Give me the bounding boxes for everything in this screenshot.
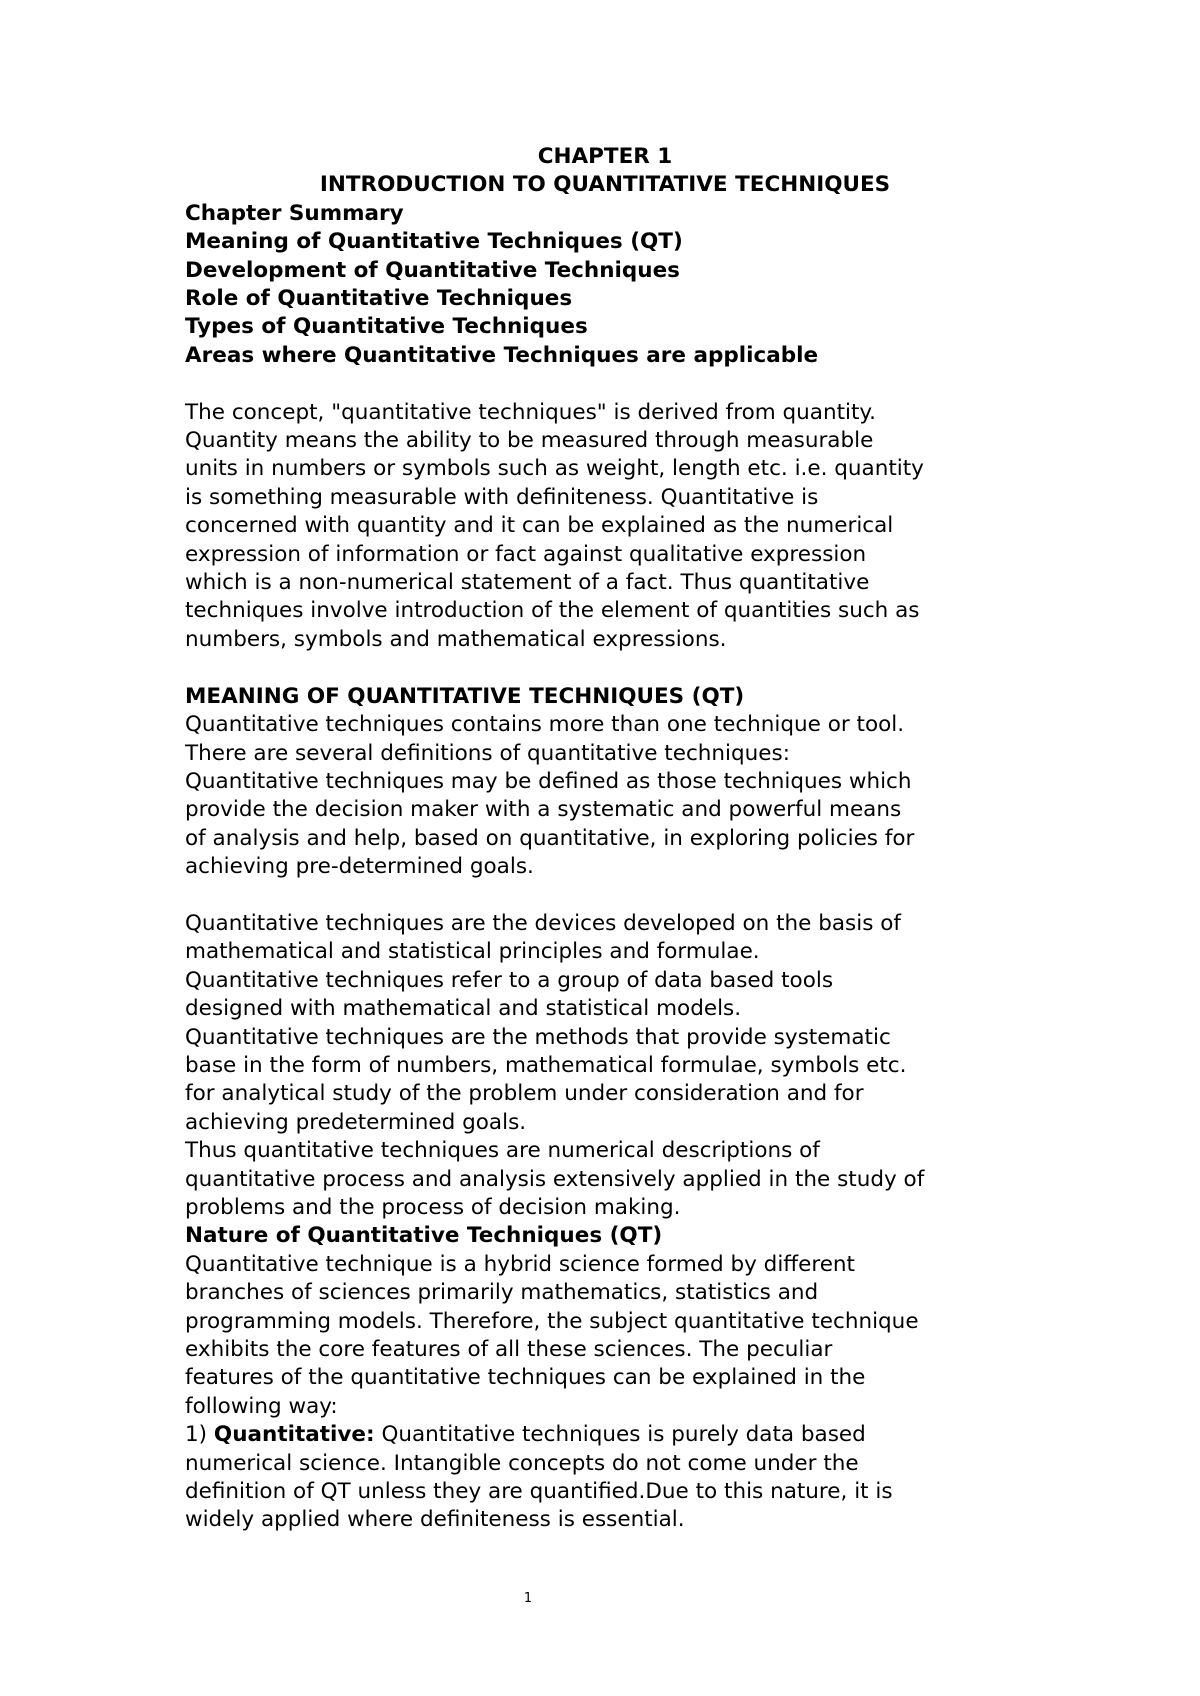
- intro-line: The concept, "quantitative techniques" is derived from quantity.: [185, 399, 876, 425]
- meaning-line: Quantitative techniques contains more than one technique or tool.: [185, 712, 905, 738]
- summary-item: Types of Quantitative Techniques: [185, 314, 588, 340]
- intro-line: Quantity means the ability to be measured through measurable: [185, 428, 874, 454]
- definition-line: problems and the process of decision making.: [185, 1194, 681, 1220]
- summary-item: Development of Quantitative Techniques: [185, 257, 680, 283]
- nature-line: branches of sciences primarily mathematics, statistics and: [185, 1280, 819, 1306]
- point-term: Quantitative:: [213, 1422, 375, 1448]
- intro-line: techniques involve introduction of the element of quantities such as: [185, 598, 920, 624]
- intro-line: expression of information or fact against qualitative expression: [185, 541, 867, 567]
- document-page: [185, 143, 1045, 1535]
- summary-item: Role of Quantitative Techniques: [185, 286, 573, 312]
- summary-item: Areas where Quantitative Techniques are applicable: [185, 342, 819, 368]
- chapter-number: CHAPTER 1: [537, 144, 673, 169]
- intro-line: is something measurable with definiteness. Quantitative is: [185, 484, 819, 510]
- definition-line: Quantitative techniques are the devices developed on the basis of: [185, 910, 901, 936]
- meaning-line: There are several definitions of quantitative techniques:: [185, 740, 790, 766]
- point-text: Quantitative techniques is purely data based: [381, 1422, 866, 1448]
- definition-line: Quantitative techniques are the methods that provide systematic: [185, 1024, 891, 1050]
- nature-line: following way:: [185, 1393, 338, 1419]
- point-line: numerical science. Intangible concepts do not come under the: [185, 1450, 859, 1476]
- nature-line: Quantitative technique is a hybrid science formed by different: [185, 1251, 855, 1277]
- definition-line: base in the form of numbers, mathematical formulae, symbols etc.: [185, 1052, 907, 1078]
- definition-line: mathematical and statistical principles and formulae.: [185, 939, 760, 965]
- nature-line: exhibits the core features of all these sciences. The peculiar: [185, 1337, 833, 1363]
- definition-line: quantitative process and analysis extensively applied in the study of: [185, 1166, 925, 1192]
- blank-line: [185, 882, 1045, 910]
- nature-line: features of the quantitative techniques can be explained in the: [185, 1365, 866, 1391]
- nature-point-1: [185, 1421, 1045, 1449]
- blank-line: [185, 654, 1045, 682]
- intro-line: which is a non-numerical statement of a fact. Thus quantitative: [185, 570, 870, 596]
- nature-line: programming models. Therefore, the subject quantitative technique: [185, 1308, 919, 1334]
- meaning-line: provide the decision maker with a systematic and powerful means: [185, 797, 902, 823]
- meaning-line: achieving pre-determined goals.: [185, 854, 534, 880]
- nature-heading: Nature of Quantitative Techniques (QT): [185, 1223, 663, 1249]
- meaning-heading: MEANING OF QUANTITATIVE TECHNIQUES (QT): [185, 683, 745, 709]
- definition-line: achieving predetermined goals.: [185, 1109, 527, 1135]
- point-line: definition of QT unless they are quantified.Due to this nature, it is: [185, 1479, 893, 1505]
- meaning-line: Quantitative techniques may be defined as those techniques which: [185, 768, 912, 794]
- intro-line: concerned with quantity and it can be explained as the numerical: [185, 513, 894, 539]
- chapter-title: INTRODUCTION TO QUANTITATIVE TECHNIQUES: [319, 172, 891, 198]
- intro-line: units in numbers or symbols such as weight, length etc. i.e. quantity: [185, 456, 924, 482]
- definition-line: Quantitative techniques refer to a group of data based tools: [185, 967, 834, 993]
- definition-line: designed with mathematical and statistical models.: [185, 996, 742, 1022]
- definition-line: Thus quantitative techniques are numerical descriptions of: [185, 1138, 820, 1164]
- point-number: 1): [185, 1422, 208, 1448]
- point-line: widely applied where definiteness is essential.: [185, 1507, 685, 1533]
- summary-heading: Chapter Summary: [185, 200, 404, 226]
- blank-line: [185, 370, 1045, 398]
- intro-line: numbers, symbols and mathematical expressions.: [185, 626, 727, 652]
- definition-line: for analytical study of the problem under consideration and for: [185, 1081, 864, 1107]
- page-number: 1: [523, 1591, 533, 1606]
- summary-item: Meaning of Quantitative Techniques (QT): [185, 229, 683, 255]
- meaning-line: of analysis and help, based on quantitative, in exploring policies for: [185, 825, 915, 851]
